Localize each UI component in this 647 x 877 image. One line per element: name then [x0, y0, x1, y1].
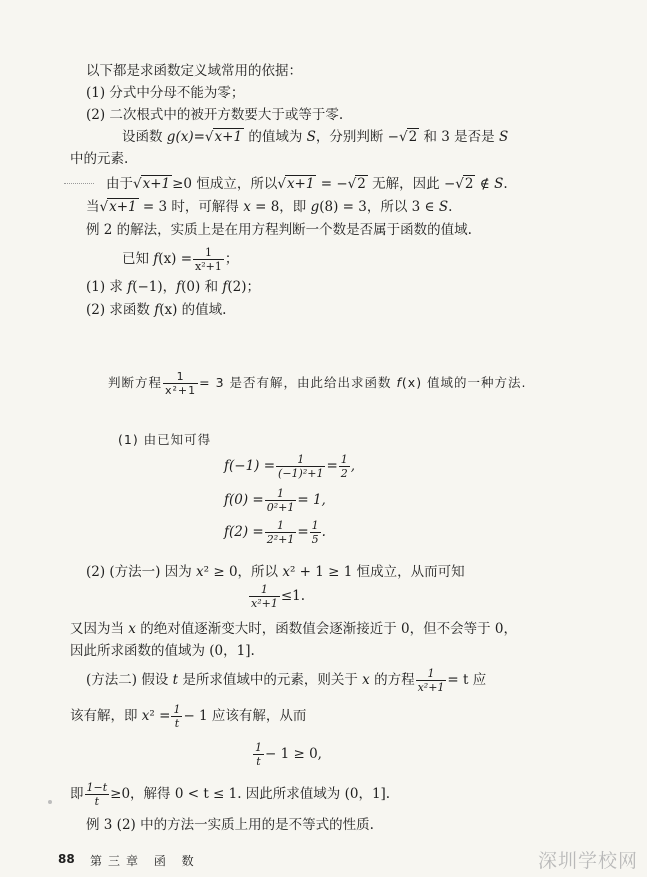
example-3-statement [122, 244, 238, 274]
text: 又因为当 [70, 621, 129, 637]
math-S: S [494, 176, 504, 192]
numerator: 1 [416, 667, 447, 681]
inequality-1 [248, 580, 305, 612]
text-line-20: 因此所求函数的值域为 (0，1]. [70, 643, 255, 659]
text: f(0) = [224, 492, 264, 508]
text: (2) (方法一) 因为 [86, 564, 197, 580]
dotted-leader [64, 183, 94, 184]
text: 即 [70, 786, 84, 802]
text: 判断方程 [108, 375, 163, 390]
math-S: S [306, 129, 316, 145]
text: = t 应 [447, 672, 487, 688]
text: (x) 值域的一种方法. [401, 375, 527, 390]
fraction [265, 519, 297, 546]
fraction [253, 741, 264, 768]
fraction [310, 519, 321, 546]
text: 的值域为 [244, 129, 307, 145]
example-2-statement: 设函数 g(x)=√x+1 的值域为 S，分别判断 −√2 和 3 是否是 S [122, 129, 509, 145]
text: − 1 ≥ 0, [265, 746, 322, 762]
solution-line-2: 当√x+1 = 3 时，可解得 x = 8，即 g(8) = 3，所以 3 ∈ S. [86, 199, 453, 215]
denominator: t [94, 795, 100, 808]
sqrt-radicand: x+1 [142, 176, 171, 192]
solution-part-1: (1) 由已知可得 [118, 432, 212, 447]
text: − 1 应该有解，从而 [183, 708, 307, 724]
text: . [503, 176, 508, 192]
text: (x) = [158, 251, 193, 267]
text: ² + 1 ≥ 1 恒成立，从而可知 [289, 564, 465, 580]
numerator: 1 [193, 246, 224, 260]
equation-f-0 [224, 484, 326, 516]
fraction [339, 453, 350, 480]
text: (方法二) 假设 [86, 672, 173, 688]
numerator: 1−t [86, 781, 108, 794]
fraction [249, 583, 280, 610]
sqrt-radicand: 2 [408, 129, 418, 145]
text: 该有解，即 [70, 708, 142, 724]
numerator: 1 [265, 519, 297, 533]
text: (−1)， [132, 279, 177, 295]
math-x: x [128, 621, 136, 637]
text: 由于 [106, 176, 133, 192]
fraction [163, 370, 198, 397]
math-f: f [153, 251, 159, 267]
text: (0) 和 [181, 279, 223, 295]
fraction [276, 453, 325, 480]
numerator: 1 [249, 583, 280, 597]
text: (1) 求 [86, 279, 128, 295]
chapter-title: 第三章 函 数 [90, 854, 200, 868]
numerator: 1 [173, 703, 181, 716]
text-line-22 [70, 700, 306, 732]
denominator: 5 [311, 533, 319, 546]
math-x: x [141, 708, 150, 724]
denominator: t [256, 755, 261, 768]
math-S: S [438, 199, 449, 215]
question-2 [86, 301, 226, 319]
text: ； [224, 251, 239, 267]
sqrt-radicand: 2 [464, 176, 474, 192]
watermark: 深圳学校网 [538, 850, 639, 872]
text: ≥0 恒成立，所以 [172, 176, 278, 192]
text: ，分别判断 − [315, 129, 399, 145]
analysis-hint [108, 368, 527, 398]
text: , [350, 458, 356, 474]
text-line-24 [70, 778, 390, 810]
method-1-line [86, 563, 465, 581]
text: ≤1. [280, 588, 306, 604]
denominator: x²+1 [195, 260, 222, 273]
denominator: 2²+1 [266, 533, 295, 546]
text-line-8: 例 2 的解法，实质上是在用方程判断一个数是否属于函数的值域. [86, 222, 472, 238]
sqrt-radicand: 2 [357, 176, 366, 192]
equation-f-minus-1 [224, 450, 355, 482]
text: (2)； [227, 279, 260, 295]
text: ² = [149, 708, 171, 724]
math-f: f [396, 375, 402, 390]
sqrt-radicand: x+1 [286, 176, 315, 192]
fraction [193, 246, 224, 273]
text-line-19 [70, 620, 517, 638]
text: (8) = 3，所以 3 ∈ [319, 199, 439, 215]
math-t: t [172, 672, 179, 688]
text: . [321, 524, 326, 540]
math-x: x [243, 199, 251, 215]
text-line-1: 以下都是求函数定义域常用的依据： [86, 63, 302, 79]
text: f(2) = [224, 524, 264, 540]
denominator: x²+1 [165, 384, 197, 397]
text: 的方程 [369, 672, 415, 688]
equation-f-2 [224, 516, 326, 548]
question-1 [86, 278, 260, 296]
text: 的绝对值逐渐变大时，函数值会逐渐接近于 0，但不会等于 0， [135, 621, 517, 637]
fraction [416, 667, 447, 694]
text: 无解，因此 − [367, 176, 456, 192]
math-g: g [310, 199, 320, 215]
margin-mark [48, 800, 52, 804]
text: 已知 [122, 251, 154, 267]
sqrt-radicand: x+1 [214, 129, 243, 145]
text: ² ≥ 0，所以 [203, 564, 283, 580]
numerator: 1 [255, 741, 262, 754]
text: 是所求值域中的元素，则关于 [178, 672, 363, 688]
text-line-2: (1) 分式中分母不能为零； [86, 85, 245, 101]
math-x: x [282, 564, 290, 580]
fraction [171, 703, 182, 730]
text: 当 [86, 199, 100, 215]
numerator: 1 [265, 487, 297, 501]
text-line-5: 中的元素. [70, 151, 129, 167]
inequality-2 [252, 738, 322, 770]
denominator: x²+1 [417, 681, 445, 694]
sqrt-radicand: x+1 [109, 199, 137, 215]
text: . [448, 199, 453, 215]
math-f: f [176, 279, 182, 295]
math-f: f [222, 279, 228, 295]
text: = 1, [297, 492, 326, 508]
text-line-25: 例 3 (2) 中的方法一实质上用的是不等式的性质. [86, 817, 374, 833]
denominator: (−1)²+1 [278, 467, 324, 480]
numerator: 1 [311, 519, 319, 532]
text: = [326, 458, 338, 474]
numerator: 1 [276, 453, 325, 467]
text: = [297, 524, 309, 540]
text: 设函数 [122, 129, 167, 145]
solution-line-1: 由于√x+1 ≥0 恒成立，所以√x+1 = −√2 无解，因此 −√2 ∉ S. [106, 176, 508, 192]
denominator: 2 [340, 467, 348, 480]
text: = − [316, 176, 348, 192]
method-2-line [86, 664, 486, 696]
text: ∉ [475, 176, 495, 192]
math-f: f [127, 279, 133, 295]
text: (2) 求函数 [86, 302, 155, 318]
fraction [265, 487, 297, 514]
denominator: 0²+1 [266, 501, 295, 514]
math-S: S [498, 129, 509, 145]
text: (x) 的值域. [159, 302, 227, 318]
math-x: x [362, 672, 370, 688]
text: = 8，即 [250, 199, 311, 215]
text: = 3 是否有解，由此给出求函数 [199, 375, 397, 390]
text: ≥0，解得 0 < t ≤ 1. 因此所求值域为 (0，1]. [110, 786, 391, 802]
math-g-of-x: g(x)= [166, 129, 205, 145]
fraction [85, 781, 110, 808]
math-x: x [196, 564, 204, 580]
numerator: 1 [340, 453, 348, 466]
denominator: t [174, 717, 180, 730]
text: 和 3 是否是 [419, 129, 499, 145]
text-line-3: (2) 二次根式中的被开方数要大于或等于零. [86, 107, 344, 123]
numerator: 1 [163, 370, 198, 384]
text: = 3 时，可解得 [138, 199, 244, 215]
math-f: f [154, 302, 160, 318]
text: f(−1) = [224, 458, 276, 474]
denominator: x²+1 [251, 597, 278, 610]
page-number: 88 [58, 852, 75, 866]
